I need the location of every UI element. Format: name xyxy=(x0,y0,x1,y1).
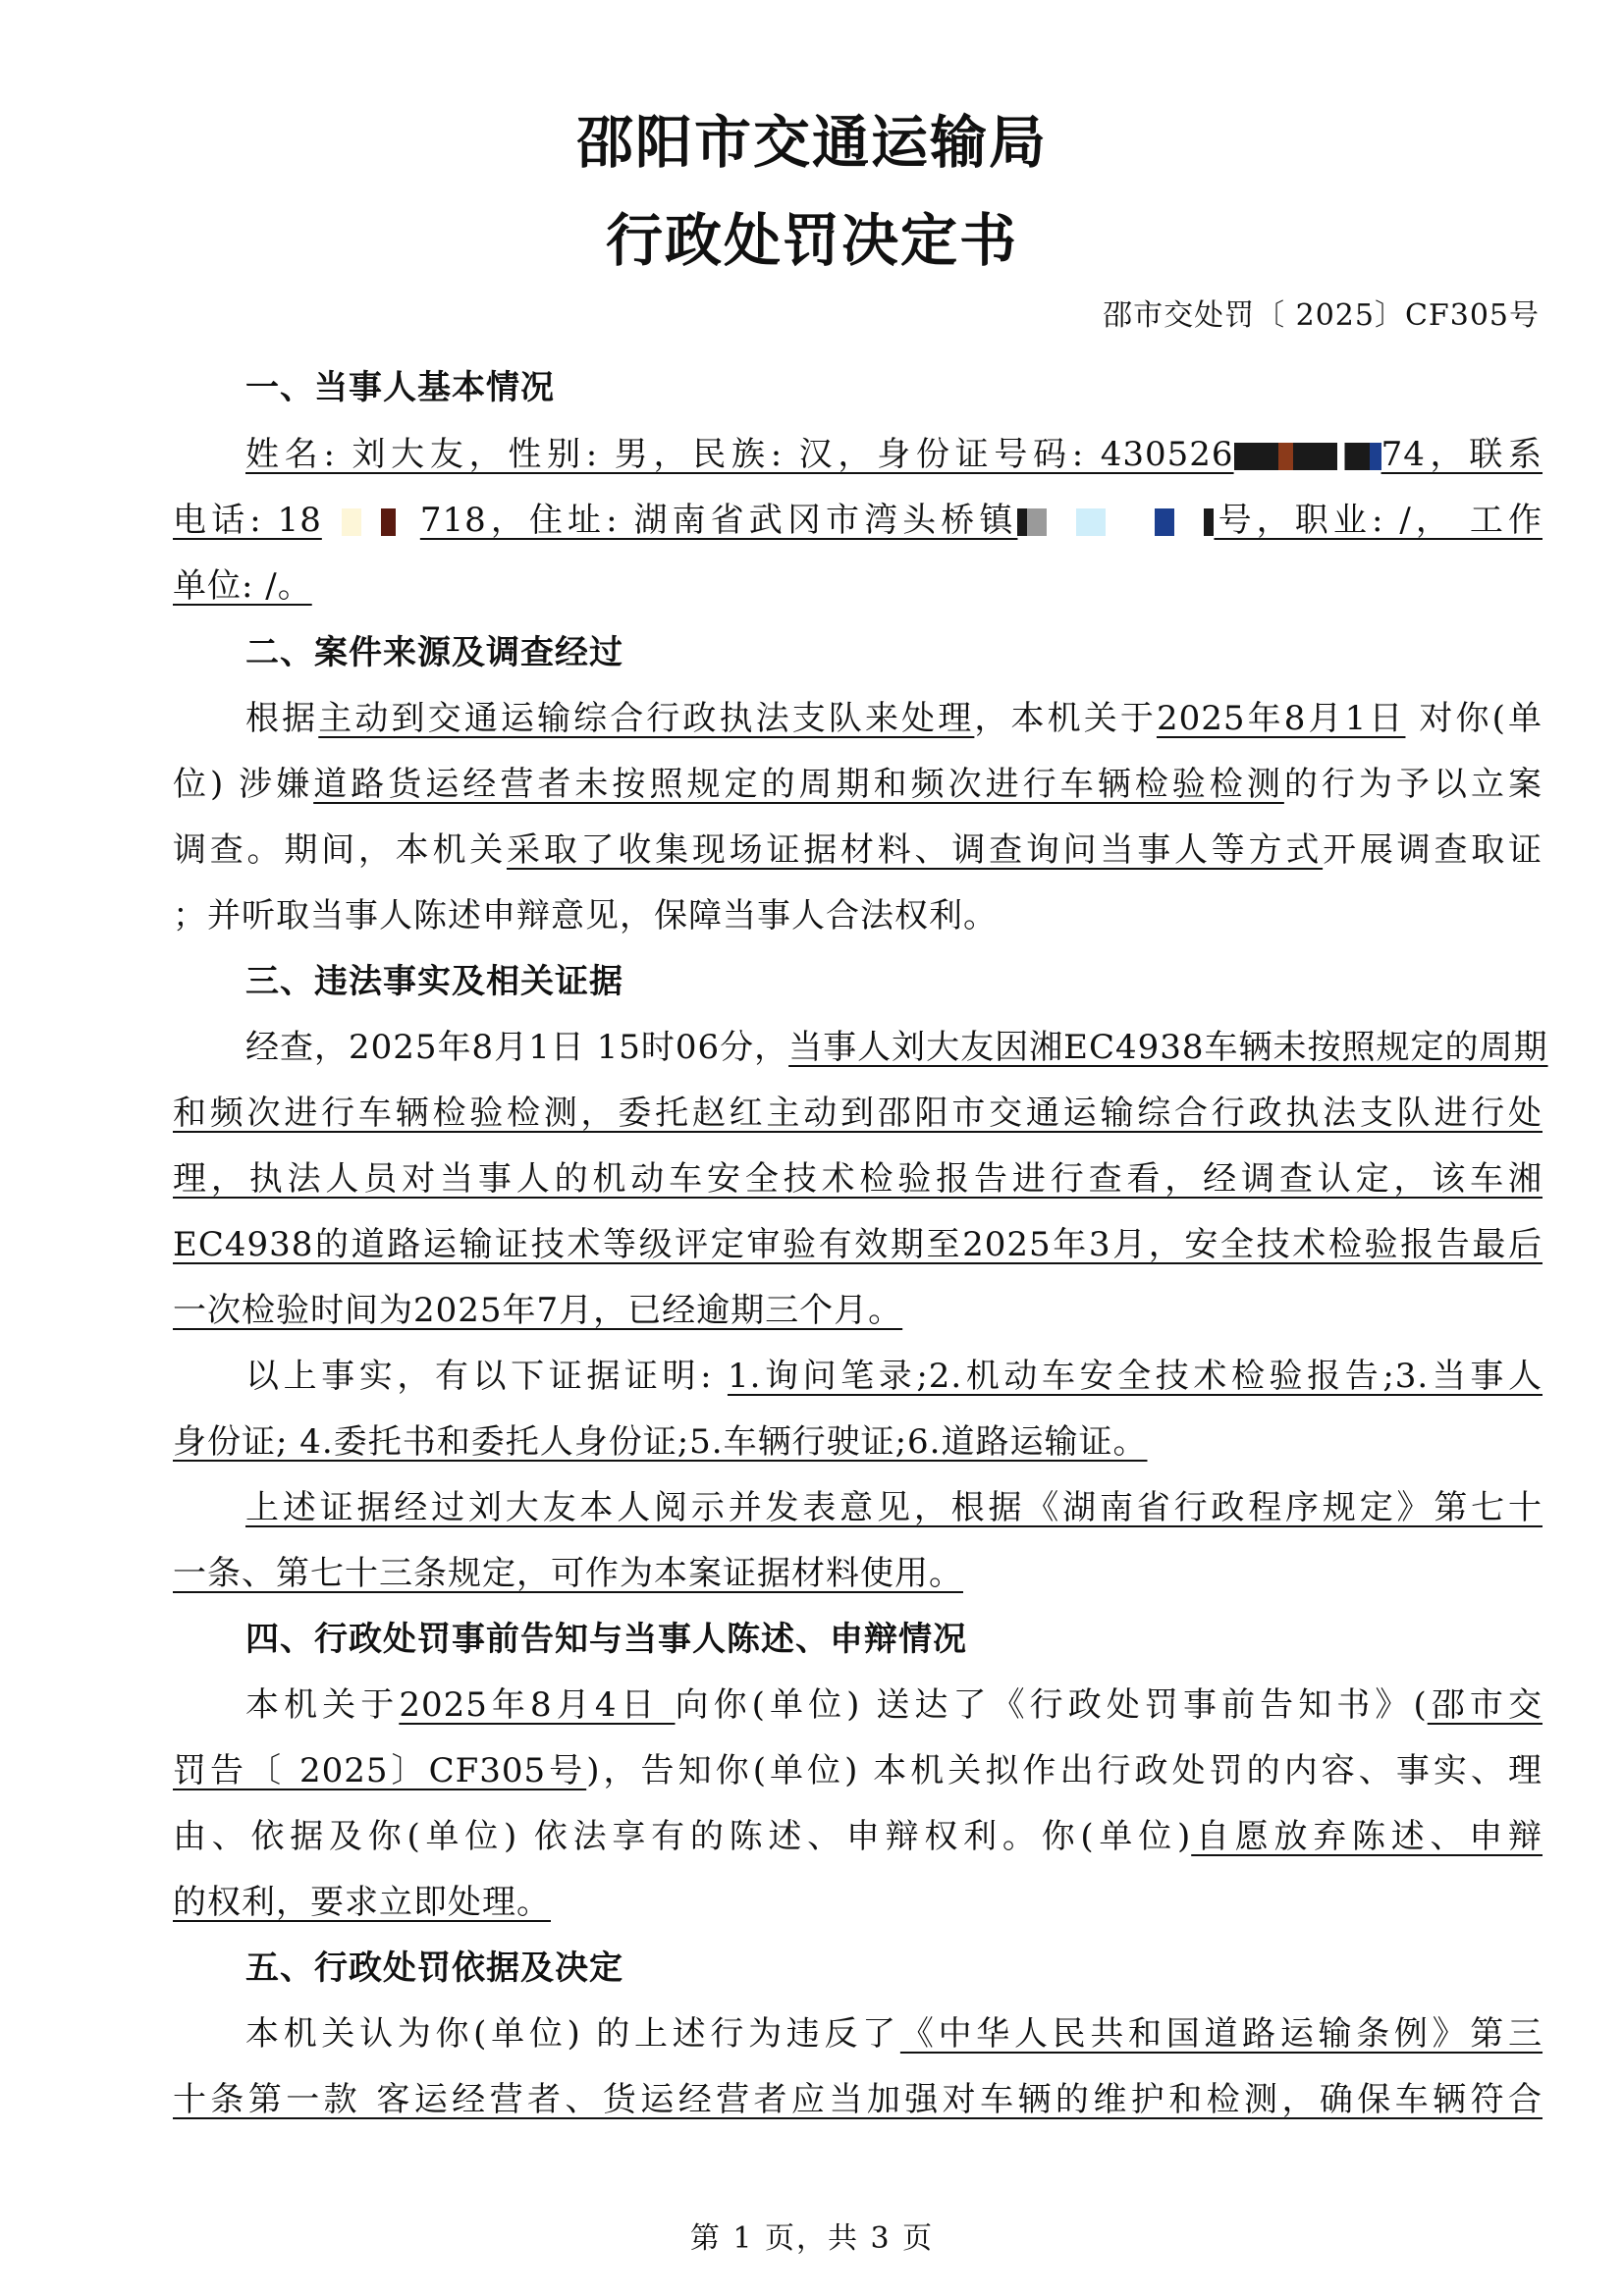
case-source-line-2: 位) 涉嫌道路货运经营者未按照规定的周期和频次进行车辆检验检测的行为予以立案 xyxy=(173,765,1543,804)
facts-line-4: EC4938的道路运输证技术等级评定审验有效期至2025年3月，安全技术检验报告最后 xyxy=(173,1225,1543,1264)
redaction-mask xyxy=(322,508,420,536)
redaction-mask xyxy=(1017,508,1214,536)
evidence-use-line-1: 上述证据经过刘大友本人阅示并发表意见，根据《湖南省行政程序规定》第七十 xyxy=(245,1488,1543,1527)
section-heading-case-source: 二、案件来源及调查经过 xyxy=(245,633,623,672)
document-title-agency: 邵阳市交通运输局 xyxy=(575,109,1048,176)
facts-line-5: 一次检验时间为2025年7月，已经逾期三个月。 xyxy=(173,1291,903,1330)
party-info-line-3: 单位: /。 xyxy=(173,566,312,606)
redaction-mask xyxy=(1234,443,1381,470)
facts-line-1: 经查，2025年8月1日 15时06分，当事人刘大友因湘EC4938车辆未按照规定的周期 xyxy=(245,1028,1548,1067)
party-info-line-1: 姓名: 刘大友，性别: 男，民族: 汉，身份证号码: 430526 74，联系 xyxy=(245,435,1543,474)
evidence-line-1: 以上事实，有以下证据证明: 1.询问笔录;2.机动车安全技术检验报告;3.当事人 xyxy=(245,1357,1543,1396)
section-heading-penalty-basis: 五、行政处罚依据及决定 xyxy=(245,1949,623,1988)
evidence-use-line-2: 一条、第七十三条规定，可作为本案证据材料使用。 xyxy=(173,1554,963,1593)
notice-line-2: 罚告〔 2025〕CF305号)，告知你(单位) 本机关拟作出行政处罚的内容、事实、理 xyxy=(173,1751,1543,1790)
section-heading-prior-notice: 四、行政处罚事前告知与当事人陈述、申辩情况 xyxy=(245,1620,967,1659)
party-info-line-2: 电话: 18 718，住址: 湖南省武冈市湾头桥镇 号，职业: /， 工作 xyxy=(173,501,1543,540)
case-source-line-3: 调查。期间，本机关采取了收集现场证据材料、调查询问当事人等方式开展调查取证 xyxy=(173,830,1543,870)
notice-line-3: 由、依据及你(单位) 依法享有的陈述、申辩权利。你(单位)自愿放弃陈述、申辩 xyxy=(173,1817,1543,1856)
case-source-line-1: 根据主动到交通运输综合行政执法支队来处理，本机关于2025年8月1日 对你(单 xyxy=(245,699,1543,738)
facts-line-2: 和频次进行车辆检验检测，委托赵红主动到邵阳市交通运输综合行政执法支队进行处 xyxy=(173,1094,1543,1133)
document-title-type: 行政处罚决定书 xyxy=(605,207,1018,274)
document-number: 邵市交处罚〔 2025〕CF305号 xyxy=(1103,298,1540,333)
notice-line-1: 本机关于2025年8月4日 向你(单位) 送达了《行政处罚事前告知书》(邵市交 xyxy=(245,1685,1543,1725)
facts-line-3: 理，执法人员对当事人的机动车安全技术检验报告进行查看，经调查认定，该车湘 xyxy=(173,1159,1543,1199)
penalty-basis-line-2: 十条第一款 客运经营者、货运经营者应当加强对车辆的维护和检测，确保车辆符合 xyxy=(173,2080,1543,2119)
evidence-line-2: 身份证; 4.委托书和委托人身份证;5.车辆行驶证;6.道路运输证。 xyxy=(173,1422,1148,1462)
notice-line-4: 的权利，要求立即处理。 xyxy=(173,1883,551,1922)
case-source-line-4: ；并听取当事人陈述申辩意见，保障当事人合法权利。 xyxy=(173,896,998,935)
page-footer: 第 1 页，共 3 页 xyxy=(689,2221,935,2256)
penalty-basis-line-1: 本机关认为你(单位) 的上述行为违反了《中华人民共和国道路运输条例》第三 xyxy=(245,2014,1543,2054)
section-heading-party-info: 一、当事人基本情况 xyxy=(245,368,555,407)
section-heading-facts-evidence: 三、违法事实及相关证据 xyxy=(245,962,623,1001)
